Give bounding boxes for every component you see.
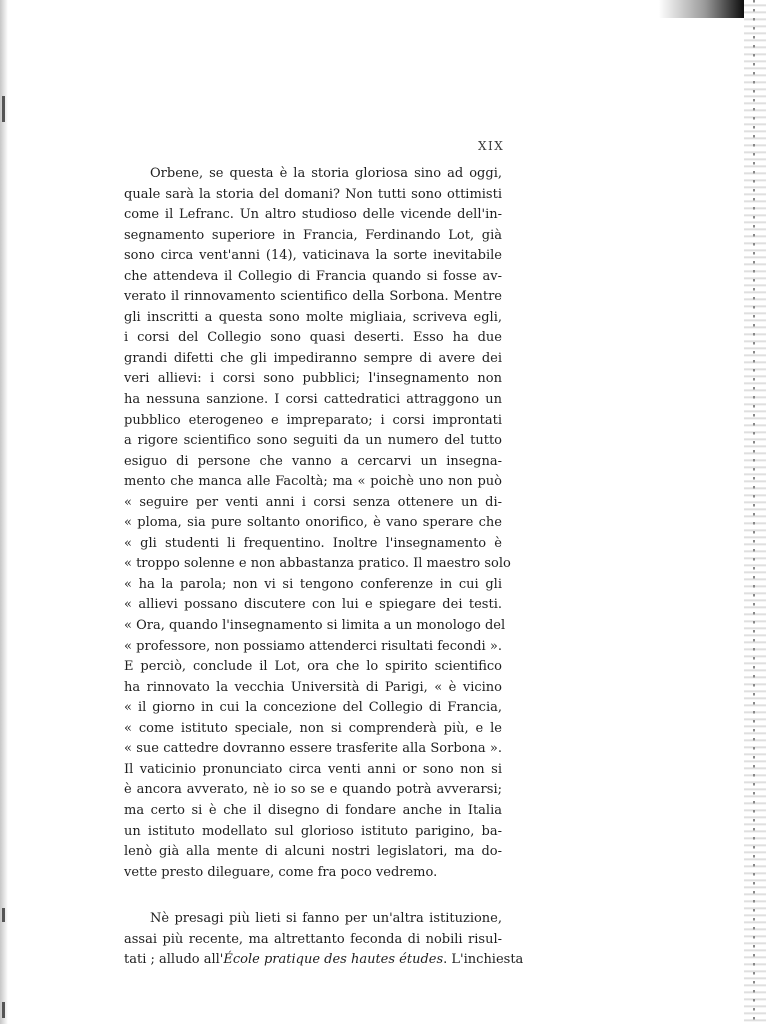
text-line: « allievi possano discutere con lui e spiegare dei testi.	[124, 597, 502, 613]
text-line: grandi difetti che gli impediranno sempre di avere dei	[124, 350, 502, 366]
text-line: a rigore scientifico sono seguiti da un numero del tutto	[124, 433, 502, 449]
text-line: ma certo si è che il disegno di fondare anche in Italia	[124, 802, 502, 818]
text-line: gli inscritti a questa sono molte migliaia, scriveva egli,	[124, 309, 502, 325]
text-line: « professore, non possiamo attenderci risultati fecondi ».	[124, 638, 502, 654]
body-text	[124, 164, 524, 971]
text-line: assai più recente, ma altrettanto feconda di nobili risul-	[124, 931, 502, 947]
scan-left-edge	[0, 0, 8, 1024]
binding-mark	[2, 908, 5, 922]
text-line: « Ora, quando l'insegnamento si limita a un monologo del	[124, 618, 506, 634]
text-line: segnamento superiore in Francia, Ferdinando Lot, già	[124, 227, 502, 243]
text-line: ha nessuna sanzione. I corsi cattedratici attraggono un	[124, 392, 502, 408]
text-line: quale sarà la storia del domani? Non tutti sono ottimisti	[124, 186, 502, 202]
paragraph-gap	[124, 883, 502, 909]
text-line: E perciò, conclude il Lot, ora che lo spirito scientifico	[124, 659, 502, 675]
page-number: XIX	[478, 139, 505, 153]
text-line: lenò già alla mente di alcuni nostri legislatori, ma do-	[124, 844, 502, 860]
scan-right-edge	[744, 0, 766, 1024]
text-line: ha rinnovato la vecchia Università di Parigi, « è vicino	[124, 679, 502, 695]
text-segment: . L'inchiesta	[443, 952, 524, 968]
text-line: « gli studenti li frequentino. Inoltre l'insegnamento è	[124, 535, 502, 551]
binding-mark	[2, 1002, 5, 1018]
paragraph	[124, 909, 524, 971]
text-line: pubblico eterogeneo e impreparato; i corsi improntati	[124, 412, 502, 428]
binding-mark	[2, 96, 5, 122]
text-line: un istituto modellato sul glorioso istituto parigino, ba-	[124, 823, 502, 839]
text-line: mento che manca alle Facoltà; ma « poichè uno non può	[124, 474, 502, 490]
text-line: veri allievi: i corsi sono pubblici; l'insegnamento non	[124, 371, 502, 387]
text-line: Il vaticinio pronunciato circa venti anni or sono non si	[124, 761, 502, 777]
scan-top-edge	[0, 0, 766, 18]
text-line: sono circa vent'anni (14), vaticinava la sorte inevitabile	[124, 248, 502, 264]
text-line: come il Lefranc. Un altro studioso delle vicende dell'in-	[124, 207, 502, 223]
text-line: esiguo di persone che vanno a cercarvi un insegna-	[124, 453, 502, 469]
text-line: « troppo solenne e non abbastanza pratico. Il maestro solo	[124, 556, 511, 572]
text-line: « seguire per venti anni i corsi senza ottenere un di-	[124, 494, 502, 510]
text-line: i corsi del Collegio sono quasi deserti. Esso ha due	[124, 330, 502, 346]
text-line: che attendeva il Collegio di Francia quando si fosse av-	[124, 268, 502, 284]
text-line	[124, 950, 524, 971]
text-line: « il giorno in cui la concezione del Collegio di Francia,	[124, 700, 502, 716]
text-line: Orbene, se questa è la storia gloriosa sino ad oggi,	[150, 166, 502, 181]
text-line: « ha la parola; non vi si tengono conferenze in cui gli	[124, 576, 502, 592]
text-line: verato il rinnovamento scientifico della Sorbona. Mentre	[124, 289, 502, 305]
text-line: Nè presagi più lieti si fanno per un'altra istituzione,	[150, 911, 502, 927]
text-line: « sue cattedre dovranno essere trasferite alla Sorbona ».	[124, 741, 502, 757]
text-line: vette presto dileguare, come fra poco vedremo.	[124, 864, 438, 880]
italic-institution-name: École pratique des hautes études	[223, 952, 444, 968]
text-segment: tati ; alludo all'	[124, 952, 224, 968]
text-line: « ploma, sia pure soltanto onorifico, è vano sperare che	[124, 515, 502, 531]
text-line: « come istituto speciale, non si comprenderà più, e le	[124, 720, 502, 736]
paragraph	[124, 164, 511, 883]
text-line: è ancora avverato, nè io so se e quando potrà avverarsi;	[124, 782, 502, 798]
